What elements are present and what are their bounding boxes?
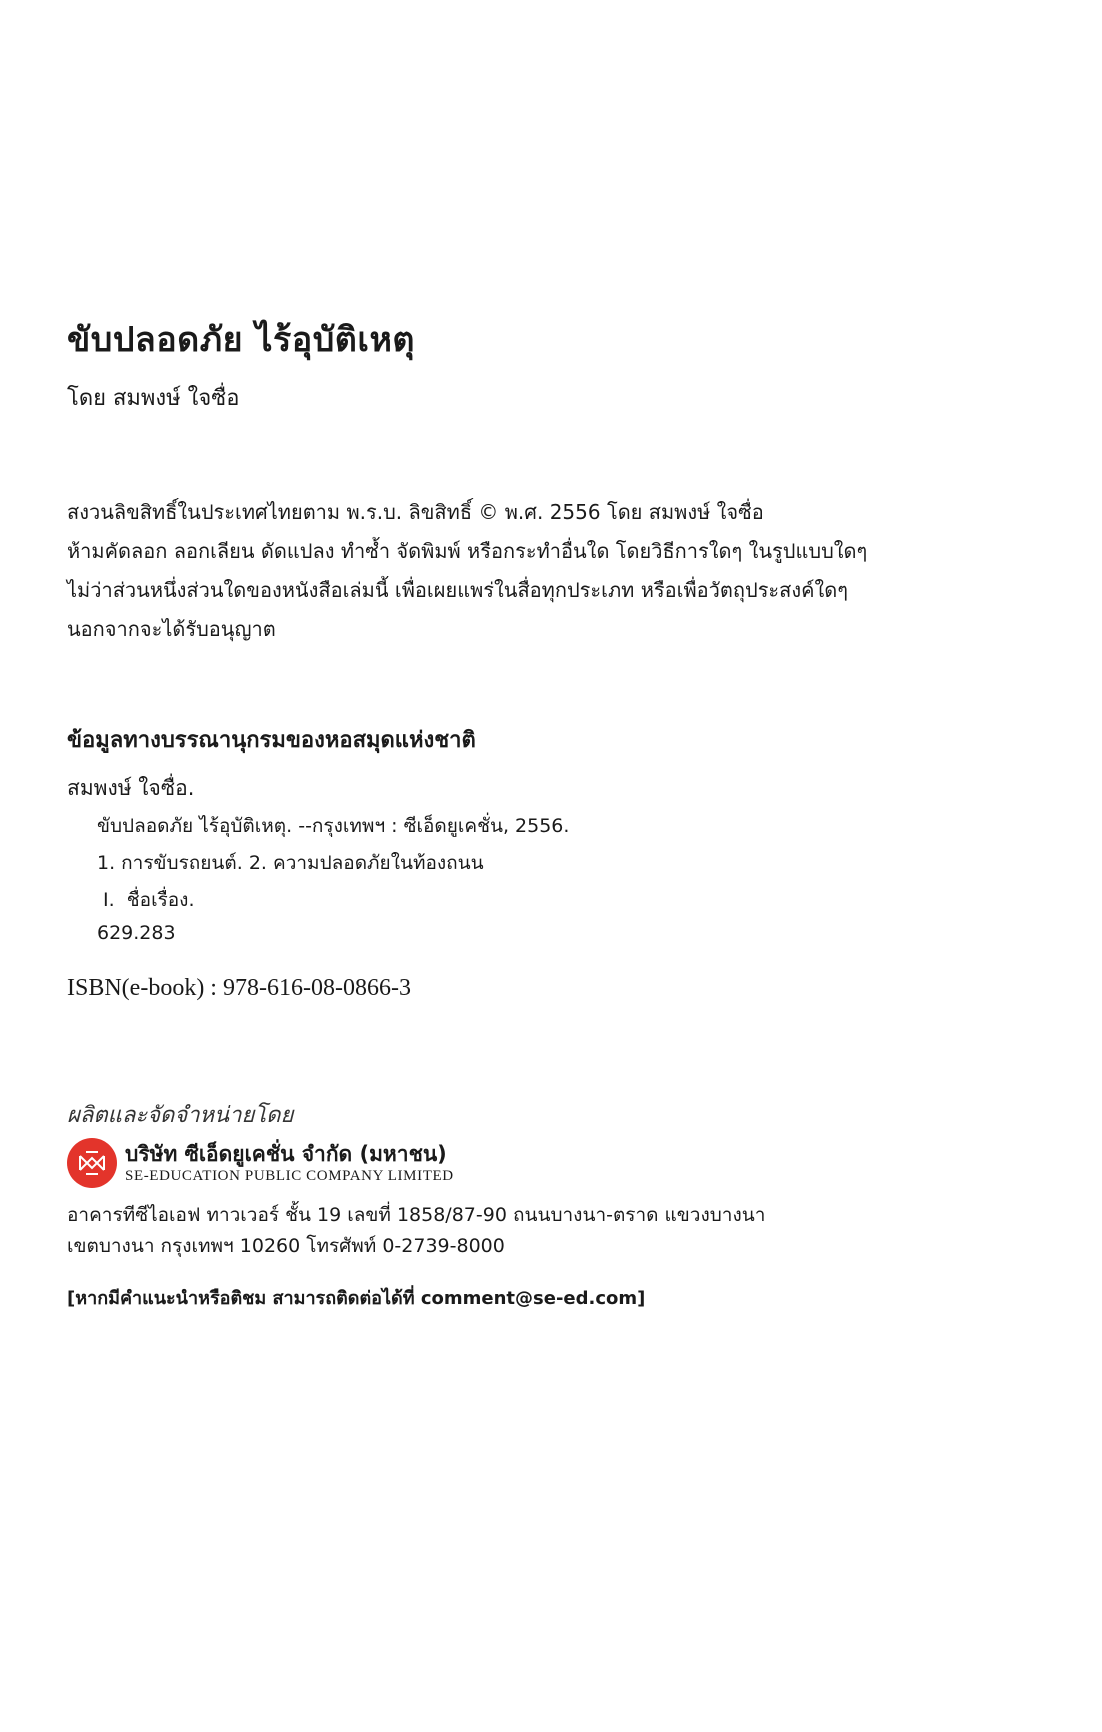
copyright-line: ไม่ว่าส่วนหนึ่งส่วนใดของหนังสือเล่มนี้ เพื่อเผยแพร่ในสื่อทุกประเภท หรือเพื่อวัตถุประสงค์ใดๆ xyxy=(67,578,849,602)
publisher-logo-icon xyxy=(67,1138,117,1188)
publisher-name-english: SE-EDUCATION PUBLIC COMPANY LIMITED xyxy=(125,1168,454,1184)
address-line: เขตบางนา กรุงเทพฯ 10260 โทรศัพท์ 0-2739-8000 xyxy=(67,1235,505,1257)
cip-heading: ข้อมูลทางบรรณานุกรมของหอสมุดแห่งชาติ xyxy=(67,728,476,753)
copyright-line: ห้ามคัดลอก ลอกเลียน ดัดแปลง ทำซ้ำ จัดพิมพ์ หรือกระทำอื่นใด โดยวิธีการใดๆ ในรูปแบบใดๆ xyxy=(67,539,868,563)
copyright-line: นอกจากจะได้รับอนุญาต xyxy=(67,617,276,641)
publisher-block xyxy=(67,1138,667,1192)
copyright-line: สงวนลิขสิทธิ์ในประเทศไทยตาม พ.ร.บ. ลิขสิทธิ์ © พ.ศ. 2556 โดย สมพงษ์ ใจซื่อ xyxy=(67,500,764,524)
cip-title-entry: ขับปลอดภัย ไร้อุบัติเหตุ. --กรุงเทพฯ : ซีเอ็ดยูเคชั่น, 2556. xyxy=(97,815,570,837)
isbn: ISBN(e-book) : 978-616-08-0866-3 xyxy=(67,975,411,1001)
book-title: ขับปลอดภัย ไร้อุบัติเหตุ xyxy=(67,320,415,360)
publisher-address xyxy=(67,1200,765,1262)
cip-subjects: 1. การขับรถยนต์. 2. ความปลอดภัยในท้องถนน xyxy=(97,852,484,874)
cip-author: สมพงษ์ ใจซื่อ. xyxy=(67,776,195,800)
author-line: โดย สมพงษ์ ใจซื่อ xyxy=(67,386,240,411)
publisher-name-thai: บริษัท ซีเอ็ดยูเคชั่น จำกัด (มหาชน) xyxy=(125,1142,447,1166)
cip-added-entry: I. ชื่อเรื่อง. xyxy=(97,889,195,911)
address-line: อาคารทีซีไอเอฟ ทาวเวอร์ ชั้น 19 เลขที่ 1858/87-90 ถนนบางนา-ตราด แขวงบางนา xyxy=(67,1204,766,1226)
comment-note: [หากมีคำแนะนำหรือติชม สามารถติดต่อได้ที่ comment@se-ed.com] xyxy=(67,1288,646,1309)
distribution-heading: ผลิตและจัดจำหน่ายโดย xyxy=(67,1103,294,1128)
copyright-notice xyxy=(67,493,867,649)
cip-classification: 629.283 xyxy=(97,922,176,944)
